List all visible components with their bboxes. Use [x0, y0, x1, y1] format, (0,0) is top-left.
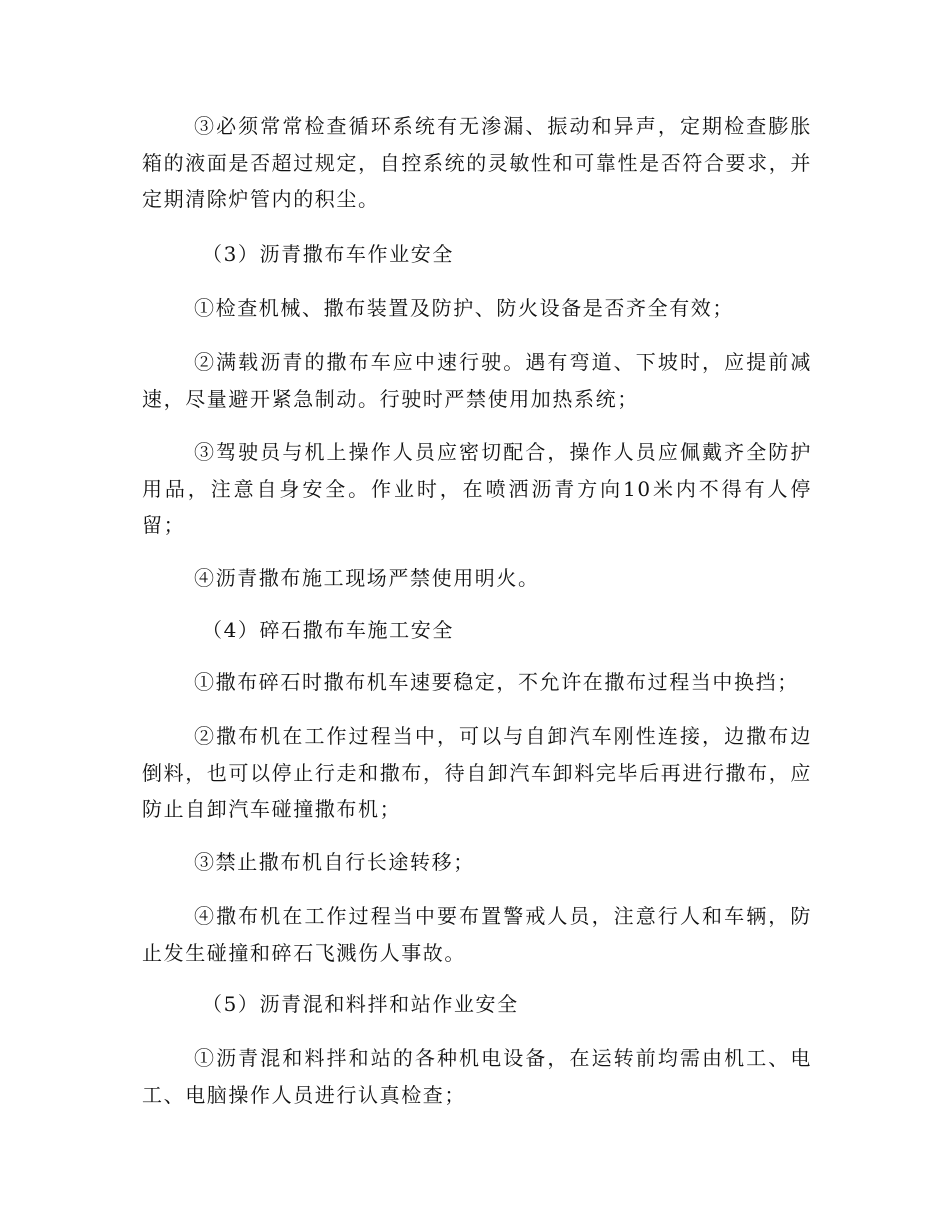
paragraph-spreader-item-1: ①撒布碎石时撒布机车速要稳定，不允许在撒布过程当中换挡； [194, 670, 799, 694]
paragraph-spreader-item-4: ④撒布机在工作过程当中要布置警戒人员，注意行人和车辆，防止发生碰撞和碎石飞溅伤人事故。 [142, 904, 812, 965]
section-heading-mixing-plant: （5）沥青混和料拌和站作业安全 [202, 992, 519, 1016]
paragraph-distributor-item-1: ①检查机械、撒布装置及防护、防火设备是否齐全有效； [194, 296, 734, 320]
paragraph-distributor-item-3: ③驾驶员与机上操作人员应密切配合，操作人员应佩戴齐全防护用品，注意自身安全。作业时，在喷洒沥青方向10米内不得有人停留； [142, 440, 812, 537]
section-heading-asphalt-distributor: （3）沥青撒布车作业安全 [202, 242, 454, 266]
paragraph-distributor-item-2: ②满载沥青的撒布车应中速行驶。遇有弯道、下坡时，应提前减速，尽量避开紧急制动。行驶时严禁使用加热系统； [142, 350, 812, 411]
paragraph-circulation-check: ③必须常常检查循环系统有无渗漏、振动和异声，定期检查膨胀箱的液面是否超过规定，自控系统的灵敏性和可靠性是否符合要求，并定期清除炉管内的积尘。 [142, 114, 812, 211]
section-heading-gravel-spreader: （4）碎石撒布车施工安全 [202, 618, 454, 642]
paragraph-spreader-item-3: ③禁止撒布机自行长途转移； [194, 850, 475, 874]
paragraph-mixing-plant-item-1: ①沥青混和料拌和站的各种机电设备，在运转前均需由机工、电工、电脑操作人员进行认真检查； [142, 1046, 812, 1107]
paragraph-spreader-item-2: ②撒布机在工作过程当中，可以与自卸汽车刚性连接，边撒布边倒料，也可以停止行走和撒布，待自卸汽车卸料完毕后再进行撒布，应防止自卸汽车碰撞撒布机； [142, 724, 812, 821]
paragraph-distributor-item-4: ④沥青撒布施工现场严禁使用明火。 [194, 566, 540, 590]
